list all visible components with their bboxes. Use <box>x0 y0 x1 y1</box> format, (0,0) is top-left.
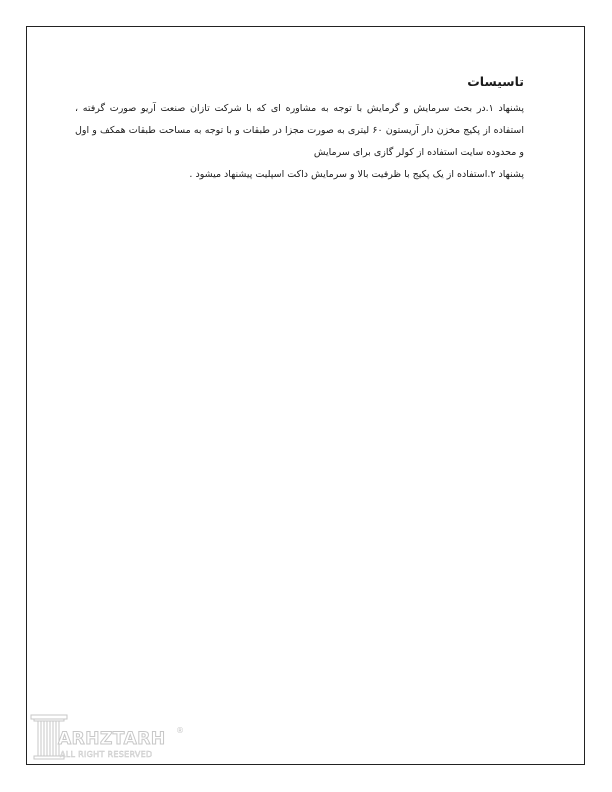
document-body <box>75 72 524 186</box>
watermark-brand: ARHZTARH <box>58 729 166 749</box>
proposal-paragraph-2: پشنهاد ۲.استفاده از یک پکیج با ظرفیت بالا و سرمایش داکت اسپلیت پیشنهاد میشود . <box>189 169 524 180</box>
registered-mark: ® <box>176 726 184 735</box>
section-heading: تاسیسات <box>467 74 524 89</box>
proposal-paragraph-1: پشنهاد ۱.در بحث سرمایش و گرمایش با توجه به مشاوره ای که با شرکت تازان صنعت آریو صورت گرفته ، استفاده از پکیج مخزن دار آریستون ۶۰ لیتری به صورت مجزا در طبقات و با توجه به مساحت طبقات همکف و اول و محدوده سایت استفاده از کولر گازی برای سرمایش <box>75 103 525 158</box>
watermark-rights: ALL RIGHT RESERVED <box>60 750 153 759</box>
watermark-logo <box>30 712 190 764</box>
